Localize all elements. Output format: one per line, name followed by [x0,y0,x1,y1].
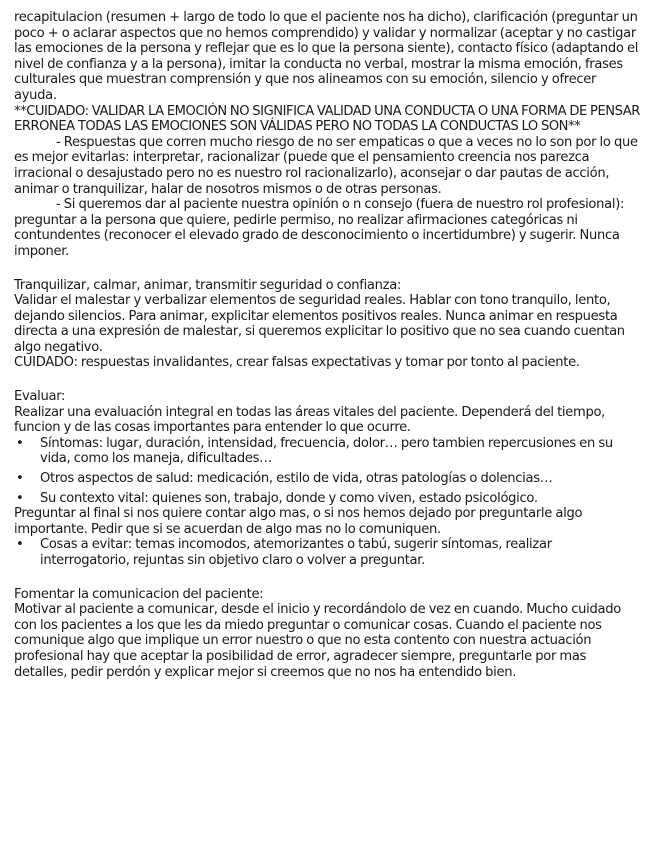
avoid-bullet-list [14,537,642,568]
calm-heading: Tranquilizar, calmar, animar, transmitir seguridad o confianza: [14,277,402,293]
section-gap [14,569,642,587]
evaluate-body: Realizar una evaluación integral en todas las áreas vitales del paciente. Dependerá del tiempo, funcion y de las cosas importantes para entender lo que ocurre. [14,404,606,436]
communication-heading: Fomentar la comunicacion del paciente: [14,586,264,602]
evaluate-bullet-list [14,436,642,506]
list-item: • Su contexto vital: quienes son, trabajo, donde y como viven, estado psicológico. [14,491,642,507]
list-item: • Síntomas: lugar, duración, intensidad, frecuencia, dolor… pero tambien repercusiones en su vida, como los maneja, dificultades… [14,436,642,467]
list-item: • Cosas a evitar: temas incomodos, atemorizantes o tabú, sugerir síntomas, realizar interrogatorio, rejuntas sin objetivo claro o volver a preguntar. [14,537,642,568]
communication-body: Motivar al paciente a comunicar, desde el inicio y recordándolo de vez en cuando. Mucho cuidado con los pacientes a los que les da miedo preguntar o comunicar cosas. Cuando el paciente nos comunique algo que implique un error nuestro o que no esta contento con nuestra actuación profesional hay que aceptar la posibilidad de error, agradecer siempre, preguntarle por mas detalles, pedir perdón y explicar mejor si creemos que no nos ha entendido bien. [14,602,621,680]
intro-paragraph: recapitulacion (resumen + largo de todo lo que el paciente nos ha dicho), clarificación (preguntar un poco + o aclarar aspectos que no hemos comprendido) y validar y normalizar (aceptar y no castigar las emociones de la persona y reflejar que es lo que la persona siente), contacto físico (adaptando el nivel de confianza y a la persona), imitar la conducta no verbal, mostrar la misma emoción, frases culturales que muestran comprensión y que nos alineamos con su emoción, silencio y ofrecer ayuda. [14,10,639,103]
calm-body: Validar el malestar y verbalizar elementos de seguridad reales. Hablar con tono tranquilo, lento, dejando silencios. Para animar, explicitar elementos positivos reales. Nunca animar en respuesta directa a una expresión de malestar, si queremos explicitar lo positivo que no sea cuando cuentan algo negativo. [14,293,625,355]
opinion-paragraph: - Si queremos dar al paciente nuestra opinión o n consejo (fuera de nuestro rol profesional): preguntar a la persona que quiere, pedirle permiso, no realizar afirmaciones categóricas ni contundentes (reconocer el elevado grado de desconocimiento o incertidumbre) y sugerir. Nunca imponer. [14,197,625,259]
evaluate-heading: Evaluar: [14,389,66,405]
list-item: • Otros aspectos de salud: medicación, estilo de vida, otras patologías o dolencias… [14,471,642,487]
section-gap [14,371,642,389]
evaluate-ask-end: Preguntar al final si nos quiere contar algo mas, o si nos hemos dejado por preguntarle algo importante. Pedir que si se acuerdan de algo mas no lo comuniquen. [14,506,583,537]
caution-validation-paragraph: **CUIDADO: VALIDAR LA EMOCIÓN NO SIGNIFICA VALIDAD UNA CONDUCTA O UNA FORMA DE PENSAR ERRONEA TODAS LAS EMOCIONES SON VÁLIDAS PERO NO TODAS LA CONDUCTAS LO SON** [14,103,640,135]
section-gap [14,260,642,278]
risky-responses-paragraph: - Respuestas que corren mucho riesgo de no ser empaticas o que a veces no lo son por lo que es mejor evitarlas: interpretar, racionalizar (puede que el pensamiento creencia nos parezca irracional o desajustado pero no es nuestro rol racionalizarlo), aconsejar o dar pautas de acción, animar o tranquilizar, halar de nosotros mismos o de otras personas. [14,134,638,197]
calm-caution: CUIDADO: respuestas invalidantes, crear falsas expectativas y tomar por tonto al paciente. [14,355,580,371]
